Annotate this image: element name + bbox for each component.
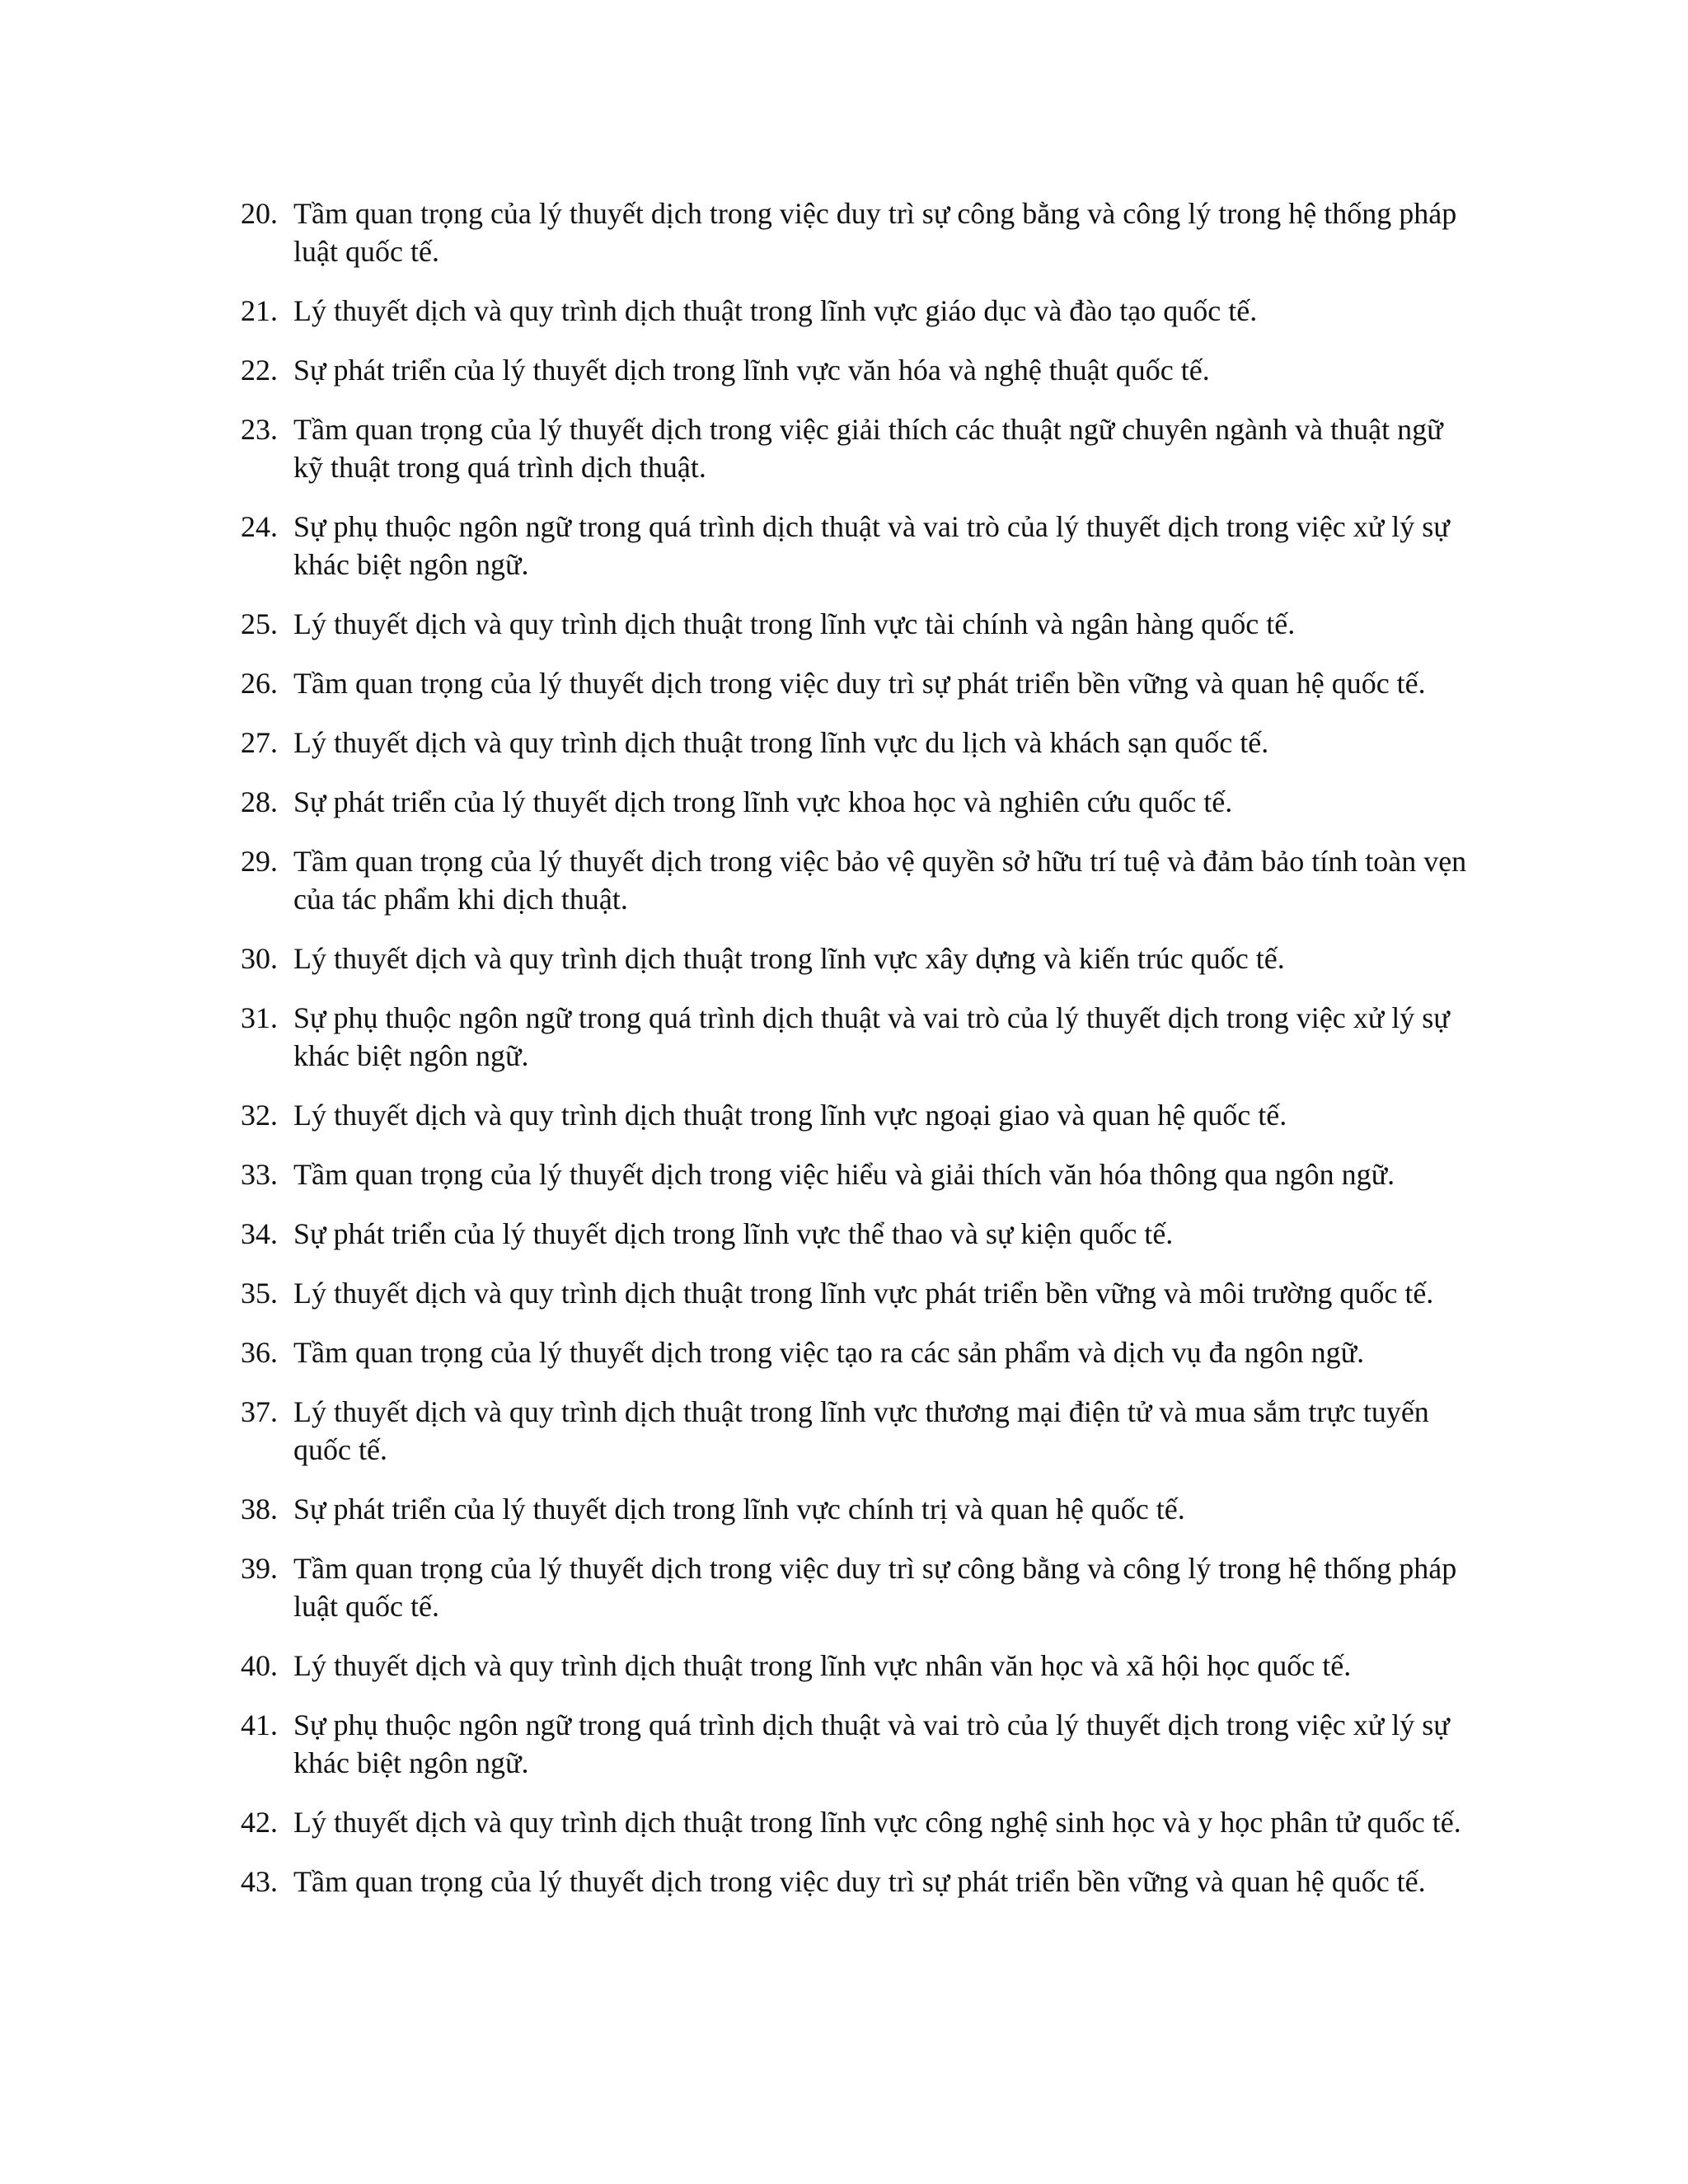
list-item-number: 26. (241, 667, 278, 700)
list-item (241, 1647, 1477, 1685)
list-item-text: Tầm quan trọng của lý thuyết dịch trong việc duy trì sự phát triển bền vững và quan hệ quốc tế. (293, 667, 1426, 700)
list-item (241, 1096, 1477, 1134)
list-item-text: Tầm quan trọng của lý thuyết dịch trong việc duy trì sự phát triển bền vững và quan hệ quốc tế. (293, 1865, 1426, 1898)
list-item-text: Sự phụ thuộc ngôn ngữ trong quá trình dịch thuật và vai trò của lý thuyết dịch trong việc xử lý sự khác biệt ngôn ngữ. (293, 510, 1450, 581)
list-item-text: Tầm quan trọng của lý thuyết dịch trong việc tạo ra các sản phẩm và dịch vụ đa ngôn ngữ. (293, 1336, 1365, 1369)
list-item-text: Lý thuyết dịch và quy trình dịch thuật trong lĩnh vực tài chính và ngân hàng quốc tế. (293, 607, 1296, 640)
list-item-number: 31. (241, 1001, 278, 1034)
list-item (241, 940, 1477, 977)
list-item (241, 605, 1477, 643)
list-item-number: 41. (241, 1708, 278, 1741)
list-item-text: Lý thuyết dịch và quy trình dịch thuật trong lĩnh vực phát triển bền vững và môi trường quốc tế. (293, 1277, 1434, 1310)
list-item-number: 36. (241, 1336, 278, 1369)
list-item-number: 37. (241, 1395, 278, 1428)
list-item-number: 39. (241, 1552, 278, 1585)
list-item-number: 43. (241, 1865, 278, 1898)
list-item-text: Sự phát triển của lý thuyết dịch trong lĩnh vực thể thao và sự kiện quốc tế. (293, 1217, 1174, 1250)
list-item-text: Sự phụ thuộc ngôn ngữ trong quá trình dịch thuật và vai trò của lý thuyết dịch trong việc xử lý sự khác biệt ngôn ngữ. (293, 1708, 1450, 1779)
list-item-text: Tầm quan trọng của lý thuyết dịch trong việc giải thích các thuật ngữ chuyên ngành và thuật ngữ kỹ thuật trong quá trình dịch thuật. (293, 413, 1443, 484)
list-item (241, 724, 1477, 762)
list-item-number: 22. (241, 354, 278, 387)
list-item (241, 664, 1477, 702)
list-item (241, 1863, 1477, 1900)
list-item-number: 21. (241, 294, 278, 327)
list-item-text: Tầm quan trọng của lý thuyết dịch trong việc bảo vệ quyền sở hữu trí tuệ và đảm bảo tính toàn vẹn của tác phẩm khi dịch thuật. (293, 845, 1467, 916)
list-item-text: Tầm quan trọng của lý thuyết dịch trong việc duy trì sự công bằng và công lý trong hệ thống pháp luật quốc tế. (293, 197, 1457, 268)
list-item (241, 1393, 1477, 1469)
list-item-text: Lý thuyết dịch và quy trình dịch thuật trong lĩnh vực giáo dục và đào tạo quốc tế. (293, 294, 1258, 327)
list-item-number: 27. (241, 726, 278, 759)
list-item-text: Lý thuyết dịch và quy trình dịch thuật trong lĩnh vực ngoại giao và quan hệ quốc tế. (293, 1099, 1287, 1132)
list-item (241, 1274, 1477, 1312)
list-item-text: Sự phát triển của lý thuyết dịch trong lĩnh vực văn hóa và nghệ thuật quốc tế. (293, 354, 1210, 387)
list-item-number: 28. (241, 785, 278, 818)
list-item-number: 23. (241, 413, 278, 446)
list-item (241, 1215, 1477, 1253)
list-item-text: Lý thuyết dịch và quy trình dịch thuật trong lĩnh vực xây dựng và kiến trúc quốc tế. (293, 942, 1285, 975)
list-item (241, 783, 1477, 821)
list-item (241, 1490, 1477, 1528)
list-item (241, 1803, 1477, 1841)
list-item-text: Sự phát triển của lý thuyết dịch trong lĩnh vực khoa học và nghiên cứu quốc tế. (293, 785, 1233, 818)
list-item (241, 410, 1477, 486)
numbered-list (241, 194, 1477, 1922)
list-item (241, 999, 1477, 1075)
list-item-number: 35. (241, 1277, 278, 1310)
list-item-text: Sự phát triển của lý thuyết dịch trong lĩnh vực chính trị và quan hệ quốc tế. (293, 1493, 1185, 1526)
list-item (241, 1549, 1477, 1625)
list-item-number: 25. (241, 607, 278, 640)
list-item-number: 24. (241, 510, 278, 543)
list-item-text: Lý thuyết dịch và quy trình dịch thuật trong lĩnh vực du lịch và khách sạn quốc tế. (293, 726, 1269, 759)
list-item-text: Lý thuyết dịch và quy trình dịch thuật trong lĩnh vực thương mại điện tử và mua sắm trực tuyến quốc tế. (293, 1395, 1429, 1466)
list-item-number: 34. (241, 1217, 278, 1250)
list-item-number: 20. (241, 197, 278, 230)
list-item (241, 1333, 1477, 1371)
list-item-number: 40. (241, 1649, 278, 1682)
list-item (241, 842, 1477, 918)
list-item (241, 351, 1477, 389)
list-item-text: Sự phụ thuộc ngôn ngữ trong quá trình dịch thuật và vai trò của lý thuyết dịch trong việc xử lý sự khác biệt ngôn ngữ. (293, 1001, 1450, 1072)
list-item-number: 32. (241, 1099, 278, 1132)
list-item-text: Lý thuyết dịch và quy trình dịch thuật trong lĩnh vực nhân văn học và xã hội học quốc tế. (293, 1649, 1352, 1682)
list-item-text: Lý thuyết dịch và quy trình dịch thuật trong lĩnh vực công nghệ sinh học và y học phân tử quốc tế. (293, 1806, 1461, 1839)
list-item (241, 1155, 1477, 1193)
list-item (241, 508, 1477, 583)
list-item-number: 29. (241, 845, 278, 878)
list-item-number: 38. (241, 1493, 278, 1526)
list-item-text: Tầm quan trọng của lý thuyết dịch trong việc duy trì sự công bằng và công lý trong hệ thống pháp luật quốc tế. (293, 1552, 1457, 1623)
list-item-number: 33. (241, 1158, 278, 1191)
list-item-number: 42. (241, 1806, 278, 1839)
list-item-number: 30. (241, 942, 278, 975)
list-item (241, 194, 1477, 270)
list-item-text: Tầm quan trọng của lý thuyết dịch trong việc hiểu và giải thích văn hóa thông qua ngôn ngữ. (293, 1158, 1395, 1191)
list-item (241, 1706, 1477, 1782)
list-item (241, 292, 1477, 330)
